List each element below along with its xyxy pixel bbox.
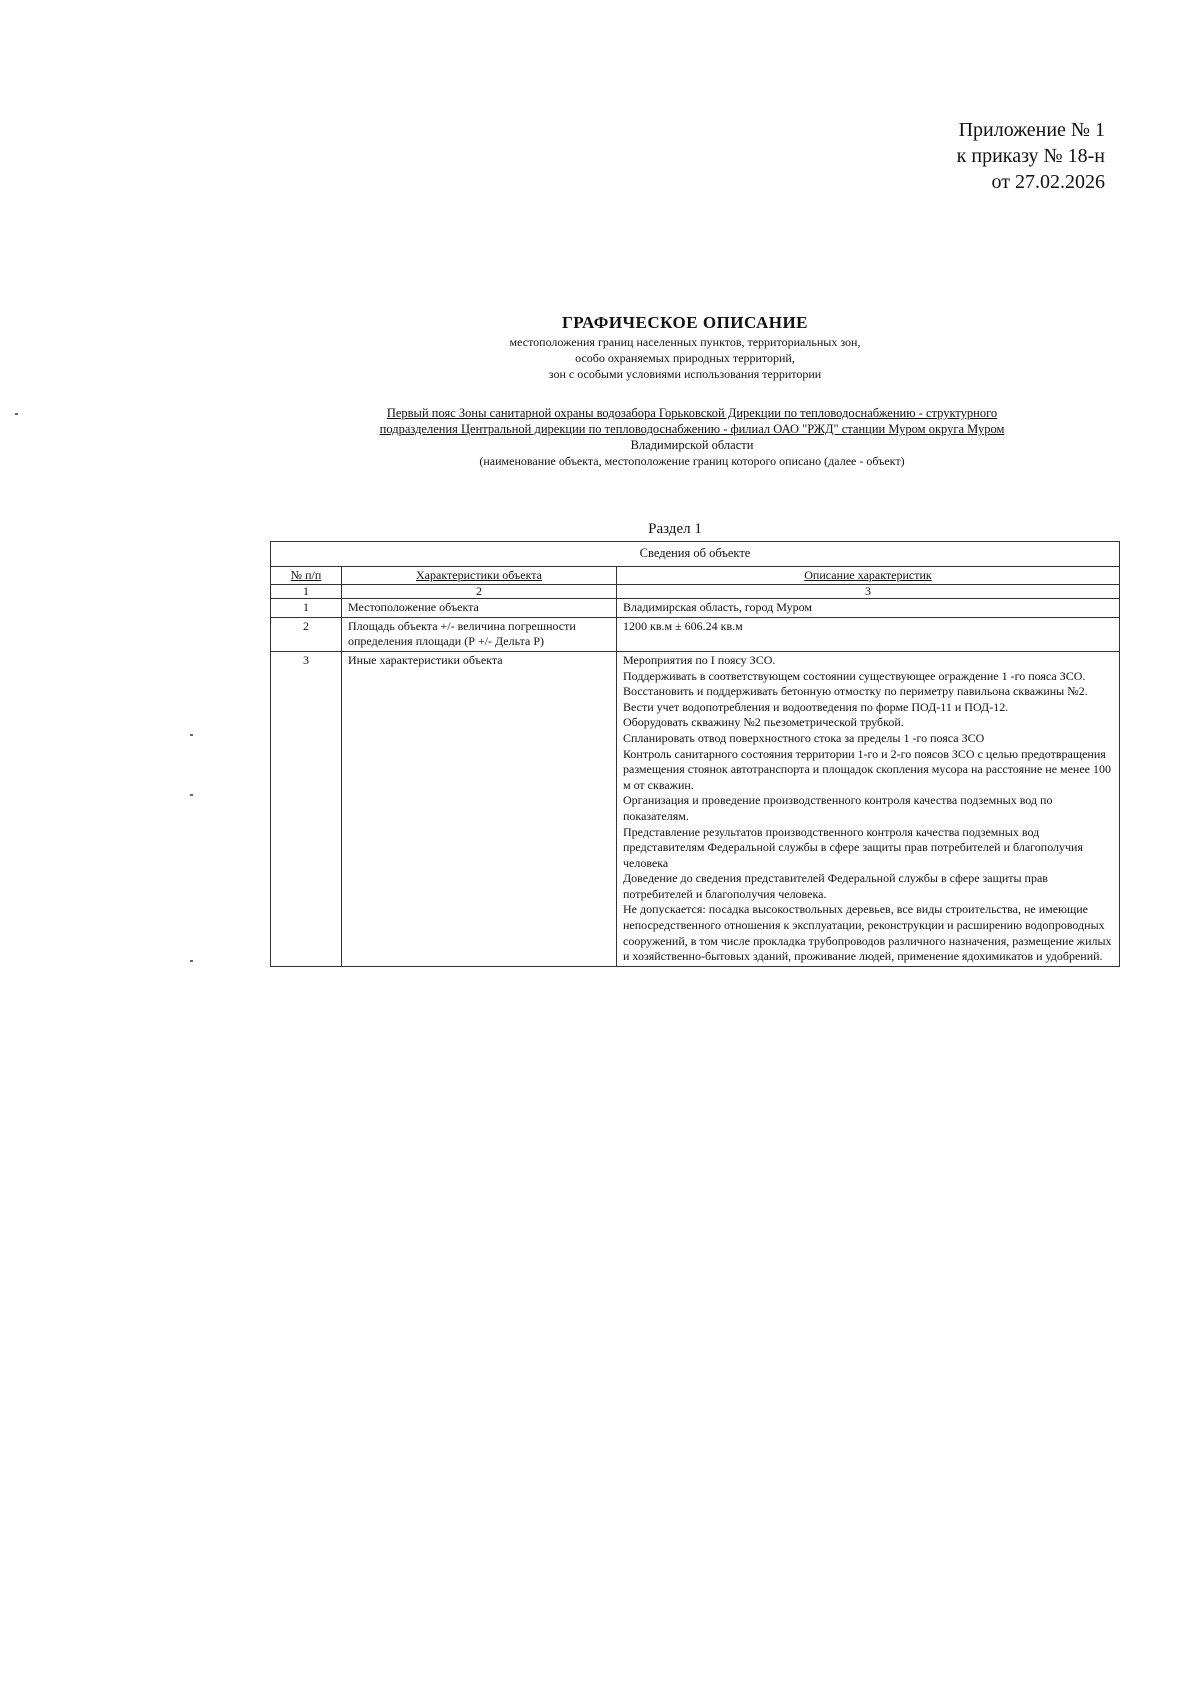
appendix-note xyxy=(957,117,1105,195)
description-line: Контроль санитарного состояния территории 1-го и 2-го поясов ЗСО с целью предотвращения размещения стоянок автотранспорта и площадок скопления мусора на расстояние не менее 100 м от скважин. xyxy=(623,746,1112,792)
description-line: Не допускается: посадка высокоствольных деревьев, все виды строительства, не имеющие непосредственного отношения к эксплуатации, реконструкции и расширению водопроводных сооружений, в том числе прокладка трубопроводов различного назначения, размещение жилых и хозяйственно-бытовых зданий, проживание людей, применение ядохимикатов и удобрений. xyxy=(623,902,1112,964)
description-line: Организация и проведение производственного контроля качества подземных вод по показателям. xyxy=(623,793,1053,823)
table-row xyxy=(271,599,1120,618)
appendix-line-2: к приказу № 18-н xyxy=(956,145,1105,167)
object-name-line-3: Владимирской области xyxy=(630,438,754,452)
scan-speck xyxy=(190,960,193,962)
row-number: 3 xyxy=(271,651,342,966)
row-characteristic: Площадь объекта +/- величина погрешности определения площади (Р +/- Дельта Р) xyxy=(342,617,617,651)
row-description xyxy=(617,599,1120,618)
column-number-3: 3 xyxy=(617,585,1120,599)
document-header xyxy=(250,312,1120,382)
description-line: Мероприятия по I поясу ЗСО. xyxy=(623,652,776,667)
object-caption: (наименование объекта, местоположение границ которого описано (далее - объект) xyxy=(479,454,905,468)
description-line: Восстановить и поддерживать бетонную отмостку по периметру павильона скважины №2. xyxy=(623,684,1088,699)
column-number-1: 1 xyxy=(271,585,342,599)
scan-speck xyxy=(15,413,18,415)
row-description xyxy=(617,651,1120,966)
table-caption-row xyxy=(271,542,1120,567)
table-header-row xyxy=(271,566,1120,585)
row-number: 1 xyxy=(271,599,342,618)
row-characteristic: Местоположение объекта xyxy=(342,599,617,618)
row-number: 2 xyxy=(271,617,342,651)
object-name-line-2: подразделения Центральной дирекции по тепловодоснабжению - филиал ОАО "РЖД" станции Муром округа Муром xyxy=(379,422,1005,436)
object-name-line-1: Первый пояс Зоны санитарной охраны водозабора Горьковской Дирекции по тепловодоснабжению - структурного xyxy=(386,406,998,420)
header-characteristic: Характеристики объекта xyxy=(342,566,617,585)
description-line: Вести учет водопотребления и водоотведения по форме ПОД-11 и ПОД-12. xyxy=(623,699,1009,714)
description-line: Владимирская область, город Муром xyxy=(623,600,812,615)
table-row xyxy=(271,617,1120,651)
scan-speck xyxy=(190,794,193,796)
description-line: 1200 кв.м ± 606.24 кв.м xyxy=(623,618,743,633)
row-description xyxy=(617,617,1120,651)
description-line: Оборудовать скважину №2 пьезометрической трубкой. xyxy=(623,715,904,730)
description-line: Поддерживать в соответствующем состоянии существующее ограждение 1 -го пояса ЗСО. xyxy=(623,668,1086,683)
document-title: ГРАФИЧЕСКОЕ ОПИСАНИЕ xyxy=(561,313,809,332)
object-info-table xyxy=(270,541,1120,967)
subtitle-line-1: местоположения границ населенных пунктов, территориальных зон, xyxy=(509,335,861,349)
subtitle-line-2: особо охраняемых природных территорий, xyxy=(575,351,795,365)
description-line: Представление результатов производственного контроля качества подземных вод представителям Федеральной службы в сфере защиты прав потребителей и благополучия человека xyxy=(623,824,1083,870)
scan-speck xyxy=(190,734,193,736)
description-line: Доведение до сведения представителей Федеральной службы в сфере защиты прав потребителей и благополучия человека. xyxy=(623,871,1048,901)
section-label: Раздел 1 xyxy=(648,521,702,537)
subtitle-line-3: зон с особыми условиями использования территории xyxy=(548,367,822,381)
column-number-row xyxy=(271,585,1120,599)
row-characteristic: Иные характеристики объекта xyxy=(342,651,617,966)
appendix-line-3: от 27.02.2026 xyxy=(991,171,1105,193)
column-number-2: 2 xyxy=(342,585,617,599)
description-line: Спланировать отвод поверхностного стока за пределы 1 -го пояса ЗСО xyxy=(623,730,985,745)
appendix-line-1: Приложение № 1 xyxy=(958,119,1105,141)
table-caption: Сведения об объекте xyxy=(271,542,1120,567)
header-number: № п/п xyxy=(271,566,342,585)
object-name-block xyxy=(272,405,1112,469)
table-row xyxy=(271,651,1120,966)
header-description: Описание характеристик xyxy=(617,566,1120,585)
